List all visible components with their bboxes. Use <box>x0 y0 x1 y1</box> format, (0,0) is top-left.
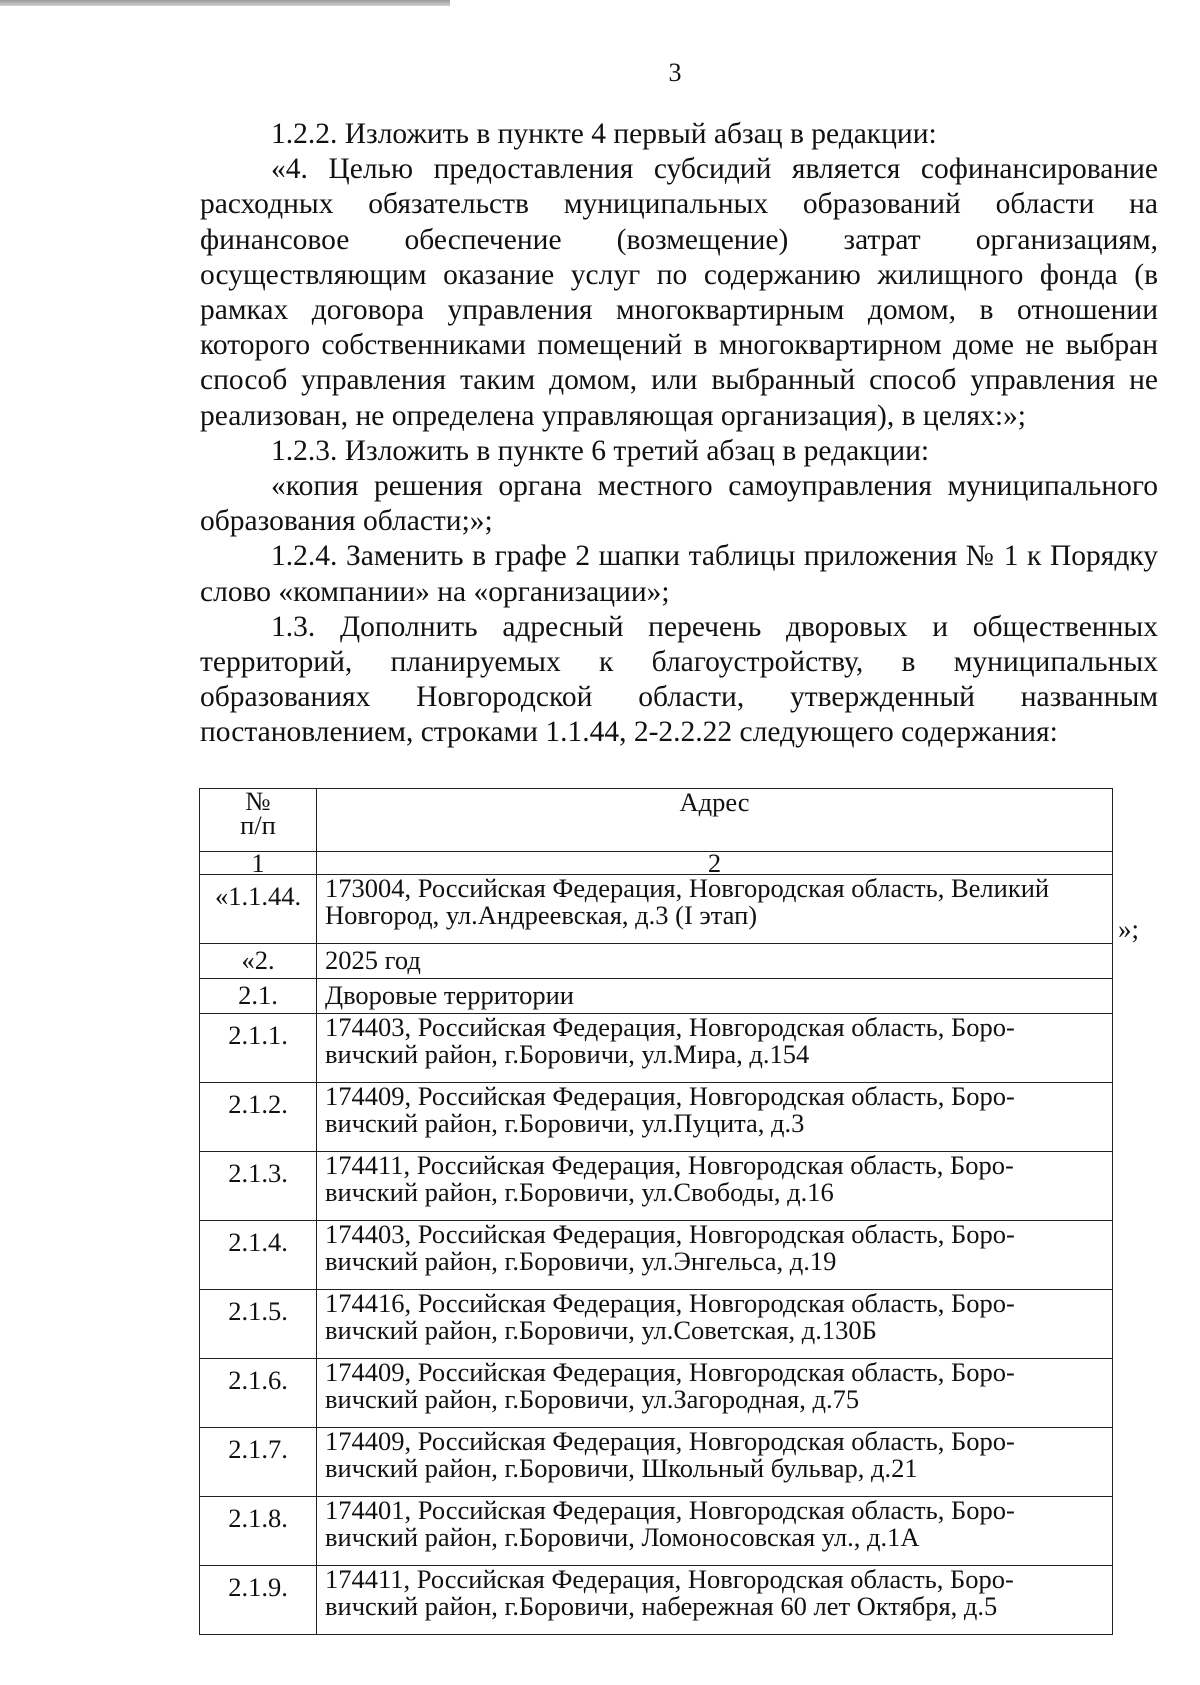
header-number-cell <box>200 786 317 852</box>
row-address: 174416, Российская Федерация, Новгородская область, Боро- вичский район, г.Боровичи, ул.Советская, д.130Б <box>317 1290 1113 1359</box>
index-col-2: 2 <box>317 852 1113 875</box>
paragraph-1-2-3: 1.2.3. Изложить в пункте 6 третий абзац в редакции: <box>271 434 930 467</box>
table-row <box>200 1083 1113 1152</box>
table-row <box>200 1497 1113 1566</box>
row-address: 174401, Российская Федерация, Новгородская область, Боро- вичский район, г.Боровичи, Ломоносовская ул., д.1А <box>317 1497 1113 1566</box>
row-address: 173004, Российская Федерация, Новгородская область, Великий Новгород, ул.Андреевская, д.3 (I этап) <box>317 875 1113 944</box>
closing-quote-mark: »; <box>1118 914 1140 944</box>
paragraph-point-4: «4. Целью предоставления субсидий является софинансирование расходных обязательств муниципальных образований области на финансовое обеспечение (возмещение) затрат организациям, осуществляющим оказание услуг по содержанию жилищного фонда (в рамках договора управления многоквартирным домом, в отношении которого собственниками помещений в многоквартирном доме не выбран способ управления таким домом, или выбранный способ управления не реализован, не определена управляющая организация), в целях:»; <box>200 153 1158 432</box>
table-row <box>200 1566 1113 1635</box>
row-address: 174409, Российская Федерация, Новгородская область, Боро- вичский район, г.Боровичи, Школьный бульвар, д.21 <box>317 1428 1113 1497</box>
row-address: Дворовые территории <box>317 979 1113 1014</box>
row-number: «1.1.44. <box>200 875 317 944</box>
row-number: 2.1.4. <box>200 1221 317 1290</box>
header-number-symbol: № <box>245 786 271 816</box>
paragraph-1-2-4: 1.2.4. Заменить в графе 2 шапки таблицы приложения № 1 к Порядку слово «компании» на «организации»; <box>200 540 1158 608</box>
row-number: 2.1.8. <box>200 1497 317 1566</box>
row-address: 174409, Российская Федерация, Новгородская область, Боро- вичский район, г.Боровичи, ул.Пуцита, д.3 <box>317 1083 1113 1152</box>
header-address-cell: Адрес <box>317 789 1113 852</box>
table-header-row <box>200 789 1113 852</box>
index-col-1: 1 <box>200 852 317 875</box>
page-number: 3 <box>668 58 682 87</box>
scan-top-edge <box>0 0 450 6</box>
table-row <box>200 979 1113 1014</box>
row-number: 2.1.9. <box>200 1566 317 1635</box>
table-row <box>200 1290 1113 1359</box>
table-row <box>200 875 1113 944</box>
row-number: 2.1.5. <box>200 1290 317 1359</box>
table-index-row <box>200 852 1113 875</box>
table-row <box>200 944 1113 979</box>
row-address: 174403, Российская Федерация, Новгородская область, Боро- вичский район, г.Боровичи, ул.Энгельса, д.19 <box>317 1221 1113 1290</box>
table-row <box>200 1221 1113 1290</box>
row-number: 2.1.2. <box>200 1083 317 1152</box>
row-number: 2.1.6. <box>200 1359 317 1428</box>
paragraph-1-2-2: 1.2.2. Изложить в пункте 4 первый абзац в редакции: <box>271 118 937 150</box>
row-number: 2.1.3. <box>200 1152 317 1221</box>
row-address: 174403, Российская Федерация, Новгородская область, Боро- вичский район, г.Боровичи, ул.Мира, д.154 <box>317 1014 1113 1083</box>
paragraph-copy-decision: «копия решения органа местного самоуправления муниципального образования области;»; <box>200 470 1158 538</box>
table-row <box>200 1359 1113 1428</box>
row-address: 174411, Российская Федерация, Новгородская область, Боро- вичский район, г.Боровичи, набережная 60 лет Октября, д.5 <box>317 1566 1113 1635</box>
row-address: 2025 год <box>317 944 1113 979</box>
row-number: 2.1.1. <box>200 1014 317 1083</box>
row-number: «2. <box>200 944 317 979</box>
row-number: 2.1.7. <box>200 1428 317 1497</box>
body-text <box>200 117 1158 751</box>
paragraph-1-3: 1.3. Дополнить адресный перечень дворовых и общественных территорий, планируемых к благоустройству, в муниципальных образованиях Новгородской области, утвержденный названным постановлением, строками 1.1.44, 2-2.2.22 следующего содержания: <box>200 610 1158 749</box>
row-address: 174409, Российская Федерация, Новгородская область, Боро- вичский район, г.Боровичи, ул.Загородная, д.75 <box>317 1359 1113 1428</box>
table-row <box>200 1152 1113 1221</box>
header-number-pp: п/п <box>240 810 276 840</box>
row-address: 174411, Российская Федерация, Новгородская область, Боро- вичский район, г.Боровичи, ул.Свободы, д.16 <box>317 1152 1113 1221</box>
address-table <box>199 788 1113 1635</box>
row-number: 2.1. <box>200 979 317 1014</box>
table-row <box>200 1014 1113 1083</box>
table-row <box>200 1428 1113 1497</box>
